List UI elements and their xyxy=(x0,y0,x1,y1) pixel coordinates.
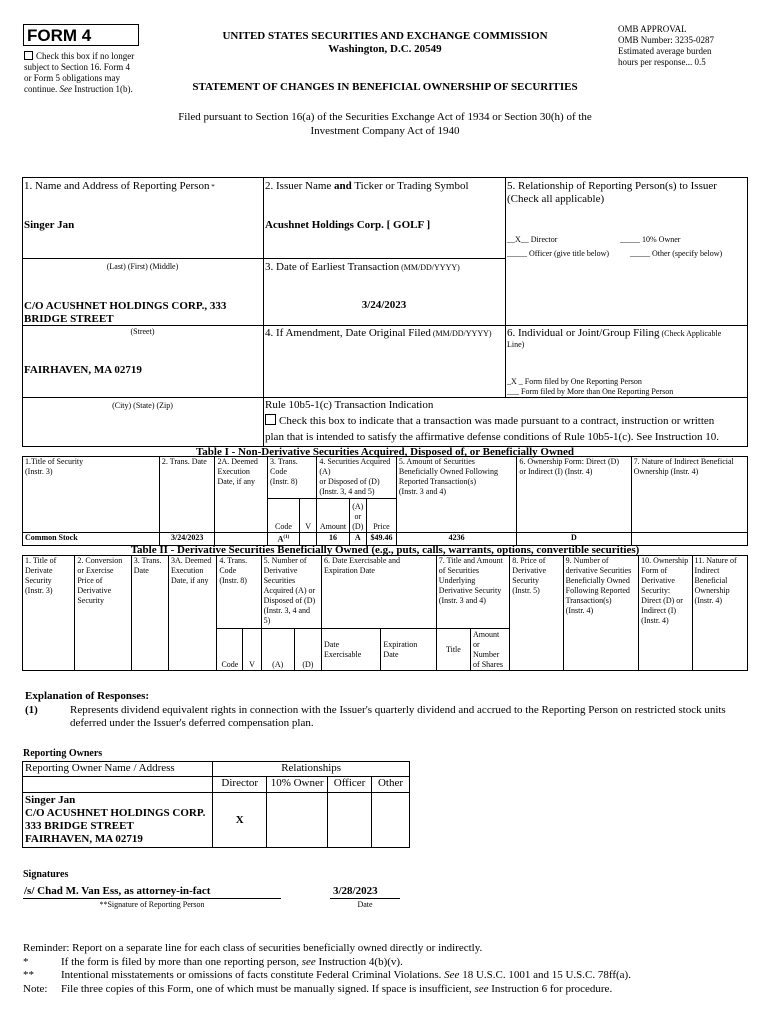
footnote-dstar-mark: ** xyxy=(23,969,34,981)
t2-h-ownership-form: 10. Ownership Form of Derivative Security: Direct (D) or Indirect (I) (Instr. 4) xyxy=(639,556,692,671)
t1-h-date: 2. Trans. Date xyxy=(159,457,215,533)
signatures-title: Signatures xyxy=(23,869,69,880)
t2-sub-date-ex: Date Exercisable xyxy=(322,629,381,671)
t1-h-ownership-form: 6. Ownership Form: Direct (D) or Indirect (I) (Instr. 4) xyxy=(517,457,631,533)
rule10b5-title: Rule 10b5-1(c) Transaction Indication xyxy=(265,399,434,411)
t2-h-title: 1. Title of Derivate Security (Instr. 3) xyxy=(23,556,75,671)
t2-sub-exp: Expiration Date xyxy=(381,629,436,671)
signature-date: 3/28/2023 xyxy=(333,885,378,897)
t2-sub-v: V xyxy=(243,629,261,671)
t2-h-owned: 9. Number of derivative Securities Beneficially Owned Following Reported Transaction(s) (Instr. 4) xyxy=(563,556,639,671)
t2-sub-d: (D) xyxy=(294,629,321,671)
form4-obligation-checkbox-text: Check this box if no longer subject to Section 16. Form 4 or Form 5 obligations may continue. See Instruction 1(b). xyxy=(24,51,135,94)
t2-h-underlying: 7. Title and Amount of Securities Underlying Derivative Security (Instr. 3 and 4) xyxy=(436,556,510,629)
obligation-checkbox[interactable] xyxy=(24,51,33,60)
statement-title: STATEMENT OF CHANGES IN BENEFICIAL OWNERSHIP OF SECURITIES xyxy=(192,81,578,93)
note-label: Note: xyxy=(23,983,48,995)
table2-title: Table II - Derivative Securities Beneficially Owned (e.g., puts, calls, warrants, options, convertible securities) xyxy=(130,544,640,556)
signature-name: /s/ Chad M. Van Ess, as attorney-in-fact xyxy=(24,885,211,897)
reminder: Reminder: Report on a separate line for each class of securities beneficially owned directly or indirectly. xyxy=(23,942,483,954)
filed-pursuant-line2: Investment Company Act of 1940 xyxy=(310,125,460,137)
reporting-owners-table xyxy=(22,761,410,848)
t1-sub-code: Code xyxy=(267,499,299,533)
t1-h-deemed: 2A. Deemed Execution Date, if any xyxy=(215,457,268,533)
relationship-director: __X__ Director xyxy=(507,235,558,244)
footnote-star-text: If the form is filed by more than one reporting person, see Instruction 4(b)(v). xyxy=(61,956,403,968)
t1-h-nature: 7. Nature of Indirect Beneficial Ownership (Instr. 4) xyxy=(631,457,747,533)
agency-location: Washington, D.C. 20549 xyxy=(328,43,442,55)
city-sublabel: (City) (State) (Zip) xyxy=(112,401,173,410)
t1-row-code: $A^{(1)}$ xyxy=(267,533,299,546)
note-text: File three copies of this Form, one of which must be manually signed. If space is insufficient, see Instruction 6 for procedure. xyxy=(61,983,613,995)
t1-h-securities: 4. Securities Acquired (A) or Disposed of (D) (Instr. 3, 4 and 5) xyxy=(317,457,396,499)
t2-h-deemed: 3A. Deemed Execution Date, if any xyxy=(168,556,216,671)
table1 xyxy=(22,456,748,546)
owner-director-mark: X xyxy=(213,793,267,848)
t2-sub-title: Title xyxy=(436,629,470,671)
box3-label: 3. Date of Earliest Transaction (MM/DD/YYYY) xyxy=(265,261,460,273)
filed-pursuant-line1: Filed pursuant to Section 16(a) of the Securities Exchange Act of 1934 or Section 30(h) of the xyxy=(178,111,592,123)
owner-name-address: Singer Jan C/O ACUSHNET HOLDINGS CORP. 333 BRIDGE STREET FAIRHAVEN, MA 02719 xyxy=(23,793,213,848)
t1-row-amount: 16 xyxy=(317,533,349,546)
filing-option-group: ___ Form filed by More than One Reporting Person xyxy=(507,387,674,396)
t2-h-code: 4. Trans. Code (Instr. 8) xyxy=(217,556,261,629)
footnote-star-mark: * xyxy=(23,956,29,968)
t1-sub-amount: Amount xyxy=(317,499,349,533)
table2 xyxy=(22,555,748,671)
t1-h-code: 3. Trans. Code (Instr. 8) xyxy=(267,457,316,499)
reporting-person-name: Singer Jan xyxy=(24,219,75,231)
owners-col-director: Director xyxy=(213,777,267,793)
t2-h-nature: 11. Nature of Indirect Beneficial Ownership (Instr. 4) xyxy=(692,556,747,671)
relationship-ten-pct: _____ 10% Owner xyxy=(620,235,681,244)
explanation-text: Represents dividend equivalent rights in connection with the Issuer's quarterly dividend and accrued to the Reporting Person on restricted stock units deferred under the Issuer's deferred compensation plan. xyxy=(70,704,726,729)
box5-label: 5. Relationship of Reporting Person(s) to Issuer (Check all applicable) xyxy=(507,180,717,205)
t2-sub-code: Code xyxy=(217,629,243,671)
reporting-owners-title: Reporting Owners xyxy=(23,748,103,759)
form-title: FORM 4 xyxy=(27,26,92,45)
t1-row-owned: 4236 xyxy=(396,533,516,546)
t2-sub-amount: Amount or Number of Shares xyxy=(471,629,510,671)
issuer-name-ticker: Acushnet Holdings Corp. [ GOLF ] xyxy=(265,219,431,231)
date-sublabel: Date xyxy=(357,900,373,909)
name-sublabel: (Last) (First) (Middle) xyxy=(106,262,179,271)
t1-h-amount-owned: 5. Amount of Securities Beneficially Owned Following Reported Transaction(s) (Instr. 3 and 4) xyxy=(396,457,516,533)
relationship-other: _____ Other (specify below) xyxy=(630,249,723,258)
owners-col-ten: 10% Owner xyxy=(267,777,328,793)
t1-sub-v: V xyxy=(299,499,317,533)
t1-row-date: 3/24/2023 xyxy=(159,533,215,546)
t1-row-form: D xyxy=(517,533,631,546)
t2-h-price: 8. Price of Derivative Security (Instr. 5) xyxy=(510,556,563,671)
table-row xyxy=(23,793,410,848)
t2-sub-a: (A) xyxy=(261,629,294,671)
t2-h-conversion: 2. Conversion or Exercise Price of Derivative Security xyxy=(75,556,131,671)
reporting-person-street: C/O ACUSHNET HOLDINGS CORP., 333 BRIDGE STREET xyxy=(24,300,227,325)
agency-name: UNITED STATES SECURITIES AND EXCHANGE COMMISSION xyxy=(222,30,548,42)
box4-label: 4. If Amendment, Date Original Filed (MM/DD/YYYY) xyxy=(265,327,492,339)
table1-title: Table I - Non-Derivative Securities Acquired, Disposed of, or Beneficially Owned xyxy=(195,446,575,458)
t1-sub-aord: (A) or (D) xyxy=(349,499,367,533)
explanation-number: (1) xyxy=(25,704,38,716)
form-title-box xyxy=(23,24,139,46)
omb-approval: OMB APPROVAL OMB Number: 3235-0287 Estimated average burden hours per response... 0.5 xyxy=(618,24,714,67)
box2-label: 2. Issuer Name and Ticker or Trading Symbol xyxy=(265,180,469,192)
box6-label: 6. Individual or Joint/Group Filing (Check Applicable Line) xyxy=(507,327,722,349)
earliest-transaction-date: 3/24/2023 xyxy=(361,299,407,311)
owners-col-rel: Relationships xyxy=(213,762,410,777)
owners-col-officer: Officer xyxy=(328,777,372,793)
rule10b5-checkbox[interactable] xyxy=(265,414,276,425)
t1-row-price: $49.46 xyxy=(367,533,397,546)
filing-option-one: _X _ Form filed by One Reporting Person xyxy=(507,377,642,386)
owners-col-name: Reporting Owner Name / Address xyxy=(23,762,213,777)
street-sublabel: (Street) xyxy=(130,327,155,336)
reporting-person-city: FAIRHAVEN, MA 02719 xyxy=(24,364,142,376)
t1-h-title: 1.Title of Security (Instr. 3) xyxy=(23,457,160,533)
footnote-dstar-text: Intentional misstatements or omissions of facts constitute Federal Criminal Violations. See 18 U.S.C. 1001 and 15 U.S.C. 78ff(a). xyxy=(61,969,631,981)
t2-h-date: 3. Trans. Date xyxy=(131,556,168,671)
explanation-title: Explanation of Responses: xyxy=(25,690,150,702)
t1-row-title: Common Stock xyxy=(23,533,160,546)
t2-h-exercisable: 6. Date Exercisable and Expiration Date xyxy=(322,556,437,629)
signature-sublabel: **Signature of Reporting Person xyxy=(99,900,205,909)
t2-h-number: 5. Number of Derivative Securities Acquired (A) or Disposed of (D) (Instr. 3, 4 and 5) xyxy=(261,556,321,629)
t1-sub-price: Price xyxy=(367,499,397,533)
owners-col-other: Other xyxy=(372,777,410,793)
relationship-officer: _____ Officer (give title below) xyxy=(507,249,610,258)
box1-label: 1. Name and Address of Reporting Person * xyxy=(24,180,215,192)
t1-row-aord: A xyxy=(349,533,367,546)
rule10b5-text: Check this box to indicate that a transaction was made pursuant to a contract, instruction or written plan that is intended to satisfy the affirmative defense conditions of Rule 10b5-1(c). See Instruction 10. xyxy=(265,415,720,443)
